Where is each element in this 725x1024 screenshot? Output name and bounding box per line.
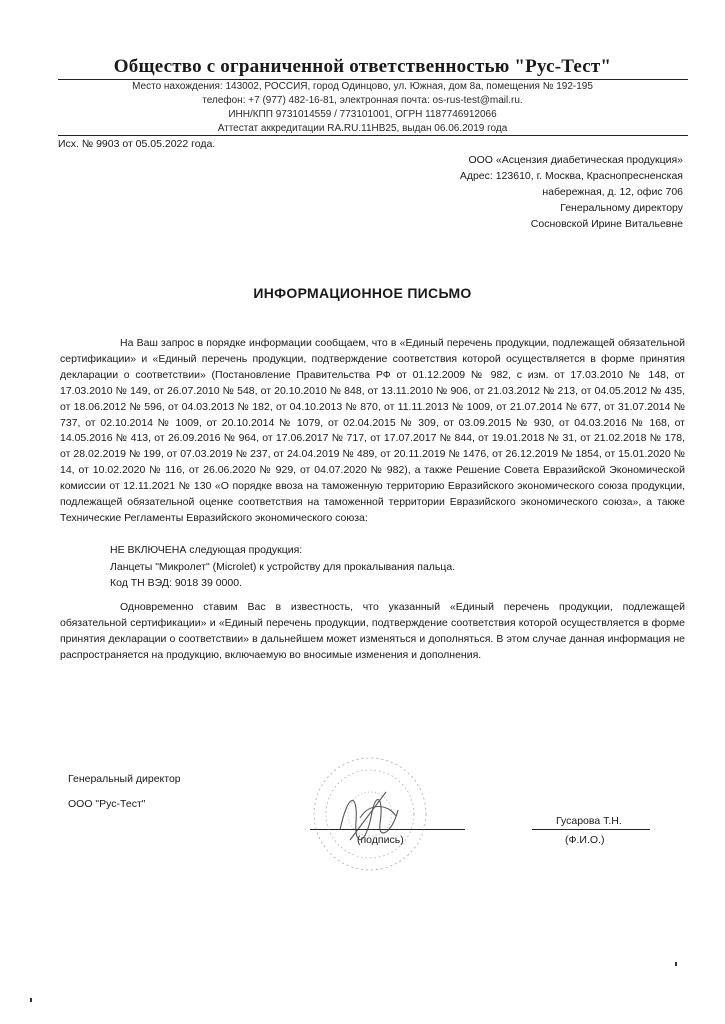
recipient-block <box>363 152 683 232</box>
excluded-product: Ланцеты "Микролет" (Microlet) к устройству для прокалывания пальца. <box>110 560 456 573</box>
signature-caption: (подпись) <box>357 834 404 846</box>
company-accreditation: Аттестат аккредитации RA.RU.11HB25, выдан 06.06.2019 года <box>217 123 508 134</box>
company-stamp <box>300 752 450 882</box>
signatory-company: ООО "Рус-Тест" <box>68 798 146 810</box>
document-title: ИНФОРМАЦИОННОЕ ПИСЬМО <box>253 285 472 301</box>
name-caption: (Ф.И.О.) <box>565 834 605 846</box>
letterhead-bottom-rule <box>58 135 688 136</box>
name-line <box>532 829 650 830</box>
recipient-line: Сосновской Ирине Витальевне <box>530 218 683 230</box>
exclusion-block <box>110 542 670 592</box>
exclusion-heading: НЕ ВКЛЮЧЕНА следующая продукция: <box>110 544 303 556</box>
scan-speck <box>30 998 32 1002</box>
company-ids: ИНН/КПП 9731014559 / 773101001, ОГРН 1187746912066 <box>228 109 497 120</box>
recipient-line: Адрес: 123610, г. Москва, Краснопресненская <box>459 170 683 182</box>
scan-speck <box>675 962 677 966</box>
recipient-line: набережная, д. 12, офис 706 <box>542 186 683 198</box>
recipient-line: ООО «Асцензия диабетическая продукция» <box>468 154 683 166</box>
body-paragraph-2: Одновременно ставим Вас в известность, что указанный «Единый перечень продукции, подлежащей обязательной сертификации» и «Единый перечень продукции, подтверждение соответствия которой осуществляется в форме принятия декларации о соответствии» в дальнейшем может изменяться и дополняться. В этом случае данная информация не распространяется на продукцию, включаемую во вносимые изменения и дополнения. <box>60 601 685 661</box>
company-address: Место нахождения: 143002, РОССИЯ, город Одинцово, ул. Южная, дом 8а, помещения № 192-195 <box>132 81 593 92</box>
signatory-position: Генеральный директор <box>68 773 181 785</box>
company-contacts: телефон: +7 (977) 482-16-81, электронная почта: os-rus-test@mail.ru. <box>202 95 523 106</box>
outgoing-reference: Исх. № 9903 от 05.05.2022 года. <box>58 138 216 150</box>
letterhead-rule <box>58 79 688 80</box>
handwritten-signature <box>340 792 398 840</box>
company-name: Общество с ограниченной ответственностью "Рус-Тест" <box>113 56 612 77</box>
recipient-line: Генеральному директору <box>560 202 683 214</box>
body-paragraph-1: На Ваш запрос в порядке информации сообщаем, что в «Единый перечень продукции, подлежащей обязательной сертификации» и «Единый перечень продукции, подтверждение соответствия которой осуществляется в форме принятия декларации о соответствии» (Постановление Правительства РФ от 01.12.2009 № 982, с изм. от 17.03.2010 № 148, от 17.03.2010 № 149, от 26.07.2010 № 548, от 20.10.2010 № 848, от 13.11.2010 № 906, от 21.03.2012 № 213, от 04.05.2012 № 435, от 18.06.2012 № 596, от 04.03.2013 № 182, от 04.10.2013 № 870, от 11.11.2013 № 1009, от 21.07.2014 № 677, от 31.07.2014 № 737, от 02.10.2014 № 1009, от 20.10.2014 № 1079, от 02.04.2015 № 309, от 03.09.2015 № 930, от 04.03.2016 № 168, от 14.05.2016 № 413, от 26.09.2016 № 964, от 17.06.2017 № 717, от 17.07.2017 № 844, от 19.01.2018 № 31, от 21.02.2018 № 178, от 28.02.2019 № 199, от 07.03.2019 № 237, от 24.04.2019 № 489, от 20.11.2019 № 1476, от 26.12.2019 № 1854, от 15.01.2020 № 14, от 10.02.2020 № 116, от 26.06.2020 № 929, от 04.07.2020 № 982), а также Решение Совета Евразийской Экономической комиссии от 12.11.2021 № 130 «О порядке ввоза на таможенную территорию Евразийского экономического союза продукции, подлежащей обязательной оценке соответствия на таможенной территории Евразийского экономического союза», а также Технические Регламенты Евразийского экономического союза: <box>60 337 685 524</box>
product-code: Код ТН ВЭД: 9018 39 0000. <box>110 577 242 589</box>
signatory-name: Гусарова Т.Н. <box>556 815 622 827</box>
